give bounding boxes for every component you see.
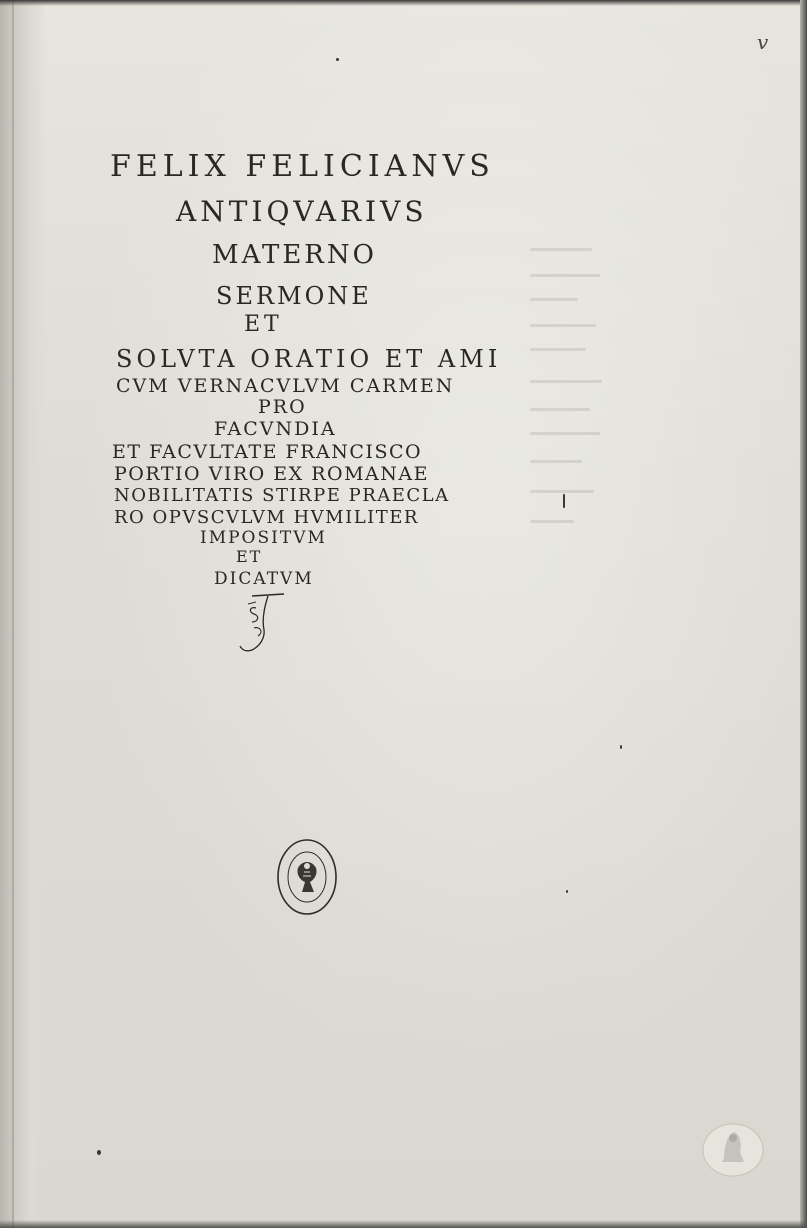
bleed-line <box>530 432 600 435</box>
ink-speck <box>620 745 622 749</box>
bleed-line <box>530 248 592 251</box>
title-line: CVM VERNACVLVM CARMEN <box>116 375 455 397</box>
digitization-watermark-icon <box>700 1118 766 1178</box>
bleed-line <box>530 348 586 351</box>
ink-speck <box>566 890 568 893</box>
page-right-edge <box>800 0 807 1228</box>
ink-speck <box>97 1150 101 1155</box>
title-line: RO OPVSCVLVM HVMILITER <box>114 507 419 528</box>
bleed-line <box>530 380 602 383</box>
gutter-fold-line <box>12 0 14 1228</box>
bleed-line <box>530 460 582 463</box>
title-line: NOBILITATIS STIRPE PRAECLA <box>114 485 450 506</box>
page-top-edge <box>0 0 807 6</box>
ink-speck <box>563 494 565 508</box>
title-line: PORTIO VIRO EX ROMANAE <box>114 463 429 485</box>
title-line: ET FACVLTATE FRANCISCO <box>112 441 423 463</box>
bleed-line <box>530 274 600 277</box>
title-line: SOLVTA ORATIO ET AMI <box>116 345 502 373</box>
library-stamp-icon <box>276 838 338 916</box>
title-line: ET <box>236 547 263 566</box>
page-bottom-edge <box>0 1220 807 1228</box>
title-line: ANTIQVARIVS <box>176 195 428 228</box>
bleed-line <box>530 324 596 327</box>
folio-number: v <box>757 30 769 54</box>
title-line: MATERNO <box>212 240 377 270</box>
bleed-line <box>530 520 574 523</box>
bleed-line <box>530 490 594 493</box>
bleed-through-text <box>530 240 610 550</box>
bleed-line <box>530 298 578 301</box>
title-line: IMPOSITVM <box>200 528 327 548</box>
title-line: DICATVM <box>214 569 314 589</box>
title-line: FACVNDIA <box>214 418 337 440</box>
ink-speck <box>336 58 339 61</box>
binding-gutter <box>0 0 46 1228</box>
title-line: FELIX FELICIANVS <box>110 149 495 184</box>
title-line: ET <box>244 312 283 337</box>
title-line: SERMONE <box>216 282 372 310</box>
title-line: PRO <box>258 396 307 418</box>
scribe-signature-mark <box>234 590 284 656</box>
bleed-line <box>530 408 590 411</box>
